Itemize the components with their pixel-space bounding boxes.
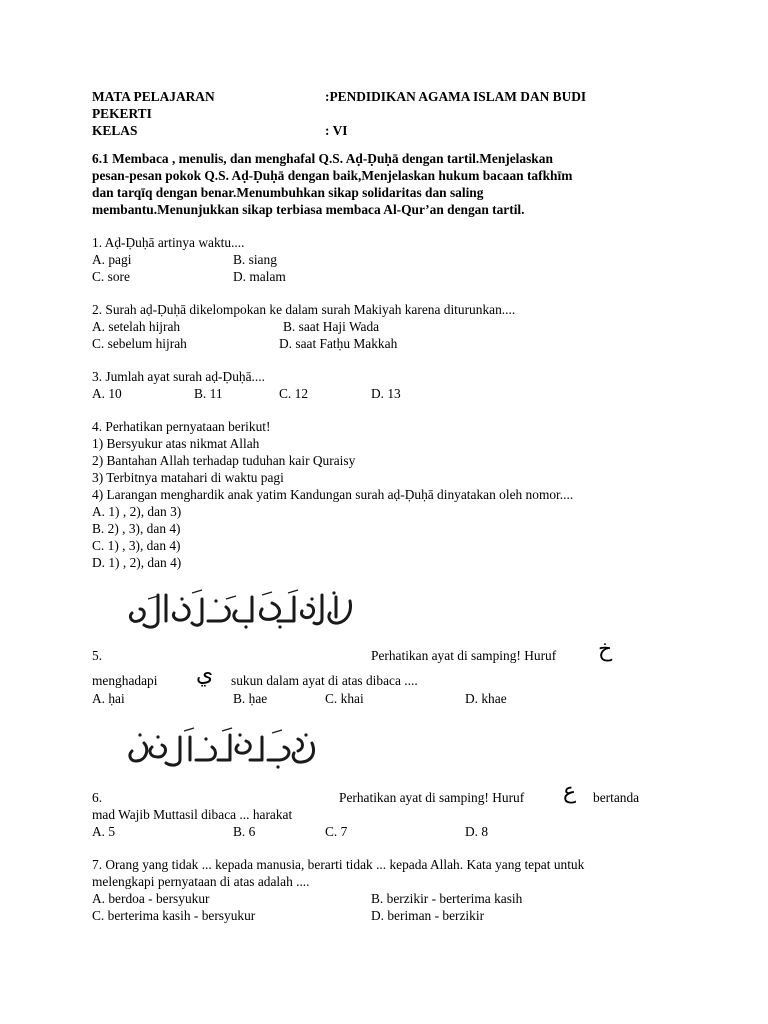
option-a: A. 5	[92, 824, 116, 839]
options-row	[92, 335, 674, 352]
options-row	[92, 907, 674, 924]
question-number: 5.	[92, 648, 103, 663]
option-a: A. pagi	[92, 252, 132, 267]
option-a: A. berdoa - bersyukur	[92, 891, 210, 906]
option-d: D. saat Fatḥu Makkah	[279, 336, 398, 351]
option-d: D. khae	[465, 691, 507, 706]
option-a: A. setelah hijrah	[92, 319, 181, 334]
option-d: D. beriman - berzikir	[371, 908, 485, 923]
option-b: B. 11	[194, 386, 223, 401]
arabic-letter-kha: خ	[598, 637, 613, 662]
option-b: B. 6	[233, 824, 256, 839]
question-text: 4. Perhatikan pernyataan berikut!	[92, 419, 271, 434]
statement: 1) Bersyukur atas nikmat Allah	[92, 436, 260, 451]
question-prompt: Perhatikan ayat di samping! Huruf	[339, 790, 525, 805]
subject-row-cont	[92, 105, 674, 122]
subject-value-cont: PEKERTI	[92, 106, 152, 121]
options-row	[92, 251, 674, 268]
statement: 2) Bantahan Allah terhadap tuduhan kair Quraisy	[92, 453, 356, 468]
quran-verse-image	[122, 587, 362, 635]
option-b: B. 2) , 3), dan 4)	[92, 521, 181, 536]
statement: 3) Terbitnya matahari di waktu pagi	[92, 470, 284, 485]
option-b: B. ḥae	[233, 691, 268, 706]
question-text: 1. Aḍ-Ḍuḥā artinya waktu....	[92, 235, 245, 250]
option-c: C. sebelum hijrah	[92, 336, 187, 351]
question-text: melengkapi pernyataan di atas adalah ....	[92, 874, 310, 889]
question-4	[92, 418, 674, 571]
question-text: 3. Jumlah ayat surah aḍ-Ḍuḥā....	[92, 369, 265, 384]
options-row	[92, 890, 674, 907]
question-text: 2. Surah aḍ-Ḍuḥā dikelompokan ke dalam surah Makiyah karena diturunkan....	[92, 302, 516, 317]
subject-row	[92, 88, 674, 105]
question-5-line	[92, 662, 674, 689]
options-row	[92, 268, 674, 285]
question-3	[92, 368, 674, 402]
option-b: B. saat Haji Wada	[283, 319, 380, 334]
option-a: A. 10	[92, 386, 122, 401]
question-text-cont: mad Wajib Muttasil dibaca ... harakat	[92, 807, 293, 822]
option-c: C. 1) , 3), dan 4)	[92, 538, 181, 553]
learning-objective	[92, 150, 674, 218]
option-b: B. siang	[233, 252, 277, 267]
objective-line: membantu.Menunjukkan sikap terbiasa membaca Al-Qur’an dengan tartil.	[92, 202, 525, 217]
statement: 4) Larangan menghardik anak yatim Kandungan surah aḍ-Ḍuḥā dinyatakan oleh nomor....	[92, 487, 574, 502]
options-row	[92, 385, 674, 402]
option-c: C. sore	[92, 269, 130, 284]
question-text-cont: sukun dalam ayat di atas dibaca ....	[231, 673, 418, 688]
worksheet-page	[92, 88, 674, 924]
options-row	[92, 690, 674, 707]
options-row	[92, 318, 674, 335]
option-c: C. 7	[325, 824, 348, 839]
question-prompt: Perhatikan ayat di samping! Huruf	[371, 648, 557, 663]
option-d: D. malam	[233, 269, 286, 284]
question-2	[92, 301, 674, 352]
class-label: KELAS	[92, 123, 138, 138]
question-text: 7. Orang yang tidak ... kepada manusia, berarti tidak ... kepada Allah. Kata yang tepat untuk	[92, 857, 585, 872]
option-d: D. 1) , 2), dan 4)	[92, 555, 182, 570]
option-b: B. berzikir - berterima kasih	[371, 891, 523, 906]
options-row	[92, 823, 674, 840]
class-row	[92, 122, 674, 139]
option-c: C. khai	[325, 691, 364, 706]
question-prompt-cont: bertanda	[593, 790, 640, 805]
option-c: C. 12	[279, 386, 309, 401]
option-a: A. ḥai	[92, 691, 125, 706]
arabic-letter-ya: ي	[196, 662, 214, 687]
arabic-letter-ain: ع	[563, 779, 577, 804]
question-1	[92, 234, 674, 285]
objective-line: pesan-pesan pokok Q.S. Aḍ-Ḍuḥā dengan baik,Menjelaskan hukum bacaan tafkhīm	[92, 168, 573, 183]
objective-line: dan tarqīq dengan benar.Menumbuhkan sikap solidaritas dan saling	[92, 185, 484, 200]
subject-value: :PENDIDIKAN AGAMA ISLAM DAN BUDI	[325, 89, 587, 104]
option-d: D. 13	[371, 386, 401, 401]
option-c: C. berterima kasih - bersyukur	[92, 908, 256, 923]
question-7	[92, 856, 674, 924]
question-6-line	[92, 779, 674, 806]
question-6	[92, 727, 674, 806]
question-5-line	[92, 637, 674, 664]
question-text-cont: menghadapi	[92, 673, 158, 688]
quran-verse-image	[122, 727, 322, 775]
option-d: D. 8	[465, 824, 489, 839]
class-value: : VI	[325, 123, 348, 138]
question-5	[92, 587, 674, 690]
question-number: 6.	[92, 790, 103, 805]
option-a: A. 1) , 2), dan 3)	[92, 504, 182, 519]
subject-label: MATA PELAJARAN	[92, 89, 215, 104]
objective-line: 6.1 Membaca , menulis, dan menghafal Q.S. Aḍ-Ḍuḥā dengan tartil.Menjelaskan	[92, 151, 553, 166]
